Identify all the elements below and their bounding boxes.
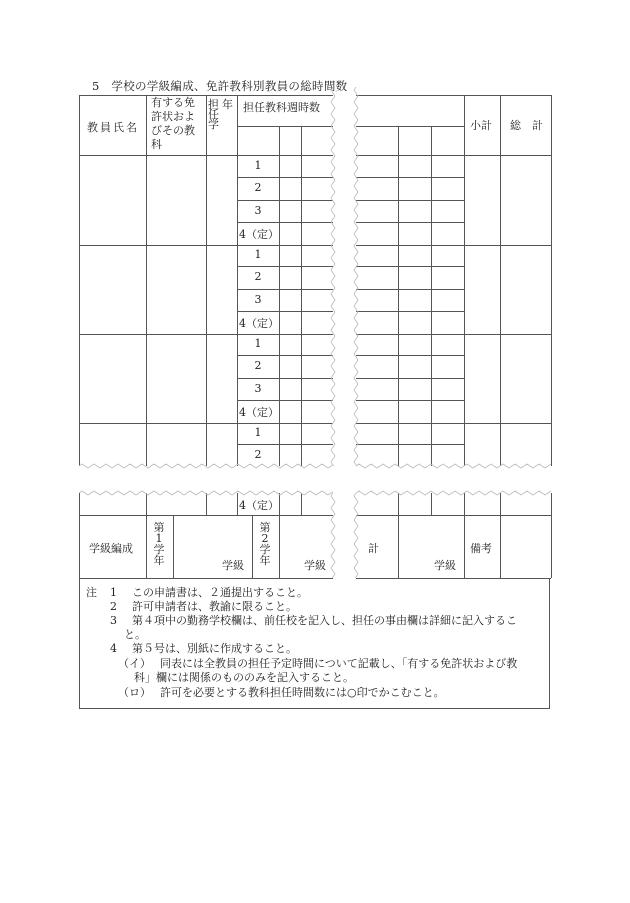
grid-line bbox=[356, 245, 551, 246]
vertical-char: 第 bbox=[259, 521, 271, 534]
grid-line bbox=[356, 126, 464, 127]
grid-line bbox=[464, 95, 465, 466]
note-1-num: 1 bbox=[110, 586, 117, 599]
vertical-char: 2 bbox=[261, 532, 269, 545]
grid-line bbox=[356, 177, 464, 178]
grid-line bbox=[398, 126, 399, 466]
grid-line bbox=[237, 200, 333, 201]
grade-row-label: 4（定） bbox=[239, 499, 279, 512]
total-classes-label: 計 bbox=[368, 542, 379, 555]
subnote-i-text: 同表には全教員の担任予定時間について記載し、「有する免許状および教 bbox=[160, 657, 518, 670]
grid-line bbox=[431, 126, 432, 466]
grid-line bbox=[356, 400, 464, 401]
vertical-char: 学 bbox=[153, 543, 165, 556]
grid-line bbox=[237, 289, 333, 290]
vertical-char: 1 bbox=[155, 532, 163, 545]
grid-line bbox=[301, 126, 302, 466]
grid-line bbox=[356, 444, 464, 445]
remarks-label: 備考 bbox=[470, 542, 492, 555]
grid-line bbox=[237, 311, 333, 312]
header-homeroom-c: 学 bbox=[208, 118, 219, 131]
subnote-i-cont: 科」欄には関係のもののみを記入すること。 bbox=[134, 671, 354, 684]
grade-row-label: 4（定） bbox=[239, 405, 279, 419]
grade-row-label: 1 bbox=[254, 159, 262, 172]
grade-row-label: 2 bbox=[254, 359, 262, 373]
grid-line bbox=[237, 400, 333, 401]
note-2-num: 2 bbox=[110, 600, 117, 613]
header-homeroom-year: 年 bbox=[222, 98, 233, 111]
note-4-text: 第５号は、別紙に作成すること。 bbox=[132, 642, 297, 655]
grid-line bbox=[356, 155, 551, 156]
grid-line bbox=[500, 95, 501, 466]
note-4-num: 4 bbox=[110, 642, 117, 655]
subnote-ro-text: 許可を必要とする教科担任時間数には○印でかこむこと。 bbox=[160, 686, 445, 699]
break-line bbox=[356, 489, 551, 497]
header-teacher-name: 教員氏名 bbox=[87, 121, 139, 134]
grid-line bbox=[252, 515, 253, 578]
grid-line bbox=[500, 493, 501, 578]
grade-row-label: 1 bbox=[254, 248, 262, 261]
header-subtotal: 小計 bbox=[470, 119, 492, 132]
header-homeroom-b: 任 bbox=[208, 108, 219, 121]
grade-row-label: 2 bbox=[254, 270, 262, 284]
grid-line bbox=[356, 311, 464, 312]
grid-line bbox=[356, 355, 464, 356]
grid-line bbox=[551, 95, 552, 466]
grade-row-label: 1 bbox=[254, 337, 262, 350]
break-line bbox=[79, 462, 333, 470]
grid-line bbox=[356, 200, 464, 201]
grid-line bbox=[356, 334, 551, 335]
grid-line bbox=[356, 378, 464, 379]
vertical-char: 年 bbox=[153, 554, 165, 567]
grade-row-label: 4（定） bbox=[239, 227, 279, 241]
notes-box bbox=[79, 578, 550, 709]
grid-line bbox=[237, 266, 333, 267]
note-2-text: 許可申請者は、教諭に限ること。 bbox=[132, 600, 297, 613]
break-line bbox=[356, 462, 551, 470]
break-line bbox=[352, 493, 360, 578]
header-license-line-1: 有する免 bbox=[151, 96, 195, 109]
grid-line bbox=[279, 515, 280, 578]
total-class-unit: 学級 bbox=[434, 559, 456, 572]
grid-line bbox=[79, 95, 80, 466]
class-composition-label: 学級編成 bbox=[89, 542, 133, 555]
grid-line bbox=[237, 355, 333, 356]
vertical-char: 第 bbox=[153, 521, 165, 534]
subnote-ro-num: （ロ） bbox=[118, 686, 151, 699]
break-line bbox=[329, 493, 337, 578]
break-line bbox=[352, 87, 360, 466]
second-year-class-unit: 学級 bbox=[304, 559, 326, 572]
grid-line bbox=[464, 493, 465, 578]
grid-line bbox=[237, 222, 333, 223]
grid-line bbox=[79, 515, 80, 578]
table-top-border bbox=[356, 95, 551, 96]
notes-prefix: 注 bbox=[86, 586, 97, 599]
grid-line bbox=[356, 515, 551, 516]
subnote-i-num: （イ） bbox=[118, 657, 151, 670]
header-homeroom-a: 担 bbox=[208, 98, 219, 111]
vertical-char: 年 bbox=[259, 554, 271, 567]
grid-line bbox=[356, 423, 551, 424]
grid-line bbox=[398, 515, 399, 578]
header-license-line-4: 科 bbox=[151, 138, 162, 151]
grade-row-label: 4（定） bbox=[239, 316, 279, 330]
break-line bbox=[329, 87, 337, 466]
note-3-num: 3 bbox=[110, 614, 117, 627]
section-title: 5 学校の学級編成、免許教科別教員の総時間数 bbox=[92, 79, 348, 93]
grade-row-label: 2 bbox=[254, 448, 262, 462]
break-line bbox=[79, 489, 333, 497]
header-license-line-3: びその教 bbox=[151, 124, 195, 137]
note-1-text: この申請書は、２通提出すること。 bbox=[132, 586, 308, 599]
grid-line bbox=[206, 95, 207, 466]
grade-row-label: 1 bbox=[254, 426, 262, 439]
grade-row-label: 3 bbox=[254, 203, 262, 217]
grid-line bbox=[79, 515, 333, 516]
vertical-char: 学 bbox=[259, 543, 271, 556]
grade-row-label: 3 bbox=[254, 292, 262, 306]
grid-line bbox=[356, 266, 464, 267]
grid-line bbox=[237, 444, 333, 445]
first-year-class-unit: 学級 bbox=[222, 559, 244, 572]
grade-row-label: 3 bbox=[254, 381, 262, 395]
grid-line bbox=[237, 177, 333, 178]
note-3-cont: と。 bbox=[124, 628, 146, 641]
grid-line bbox=[237, 126, 333, 127]
header-license-line-2: 許状およ bbox=[151, 110, 195, 123]
grid-line bbox=[356, 222, 464, 223]
header-subject-hours: 担任教科週時数 bbox=[243, 101, 320, 114]
grid-line bbox=[356, 289, 464, 290]
note-3-text: 第４項中の勤務学校欄は、前任校を記入し、担任の事由欄は詳細に記入するこ bbox=[132, 614, 517, 627]
grid-line bbox=[146, 515, 147, 578]
grid-line bbox=[237, 378, 333, 379]
grid-line bbox=[173, 515, 174, 578]
grid-line bbox=[146, 95, 147, 466]
header-total: 総 計 bbox=[510, 119, 543, 132]
grade-row-label: 2 bbox=[254, 181, 262, 195]
grid-line bbox=[551, 493, 552, 578]
